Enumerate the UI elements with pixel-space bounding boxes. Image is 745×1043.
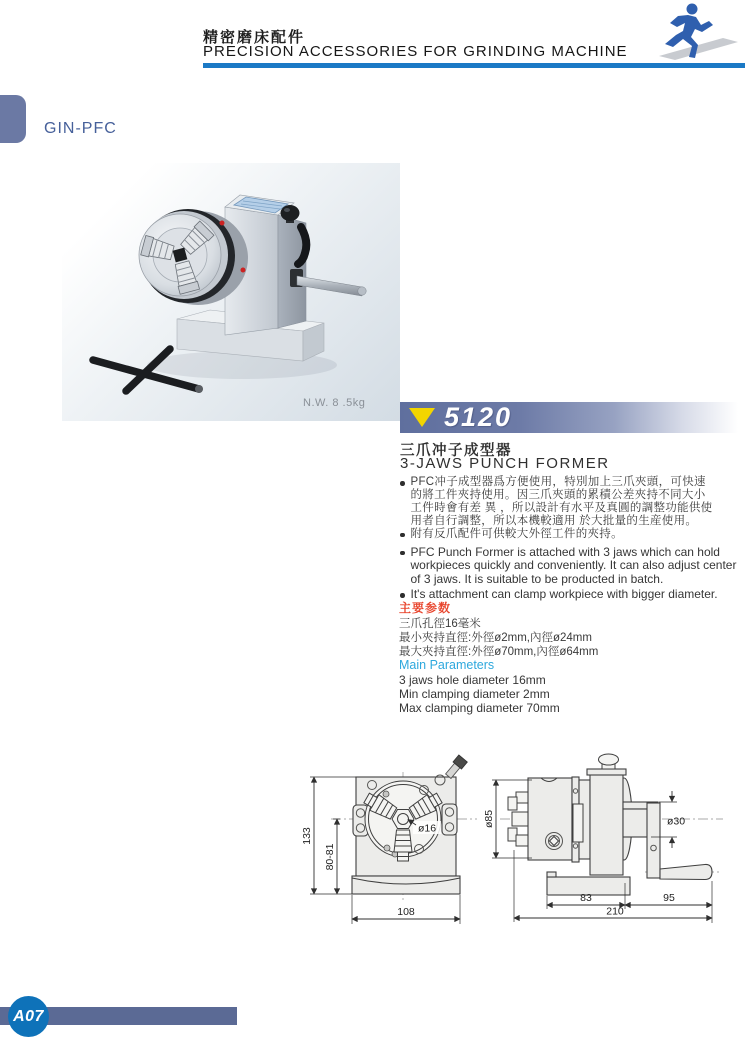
dim-front-height: 133 <box>301 827 313 845</box>
bullet-dot <box>400 533 405 538</box>
bullet-line: of 3 jaws. It is suitable to be producted in batch. <box>410 571 664 586</box>
top-knob <box>281 205 300 221</box>
front-knob <box>444 755 467 780</box>
feature-bullets <box>399 476 745 602</box>
dim-side-chuck-dia: ø85 <box>483 809 495 829</box>
dim-front-bore: ø16 <box>417 822 437 835</box>
dim-side-total: 210 <box>606 905 624 918</box>
red-dot <box>241 268 246 273</box>
header-title-en: PRECISION ACCESSORIES FOR GRINDING MACHINE <box>203 43 628 60</box>
dim-front-width: 108 <box>397 906 415 918</box>
bullet-line: 用者自行調整，所以本機較適用 於大批量的生産使用。 <box>410 514 698 527</box>
handle-rod <box>297 276 362 296</box>
bullet-line: 工件時會有差 異 ，所以設計有水平及真圓的調整功能供使 <box>410 501 713 514</box>
bullet-line: PFC冲子成型器爲方便使用，特別加上三爪夾頭，可快速 <box>410 476 706 488</box>
dim-side-seg-b: 95 <box>663 892 675 904</box>
parameter-line: 最大夾持直徑:外徑ø70mm,內徑ø64mm <box>399 645 599 658</box>
product-name-en: 3-JAWS PUNCH FORMER <box>400 455 610 472</box>
runner-head <box>687 4 698 15</box>
yellow-triangle-icon <box>409 408 435 427</box>
top-knob-highlight <box>284 208 290 212</box>
punch-former-illustration <box>62 163 400 421</box>
dim-front-inner-height: 80-81 <box>324 843 336 871</box>
bullet-line: It's attachment can clamp workpiece with bigger diameter. <box>410 587 718 602</box>
parameters-en <box>399 658 560 716</box>
dim-side-shaft-dia: ø30 <box>666 815 686 828</box>
bullet-dot <box>400 481 405 486</box>
parameter-line: Min clamping diameter 2mm <box>399 686 550 701</box>
technical-drawings <box>285 738 745 953</box>
red-dot <box>220 221 225 226</box>
bullet-dot <box>400 551 405 556</box>
bullet-en-1 <box>399 546 745 587</box>
parameter-line: 3 jaws hole diameter 16mm <box>399 673 546 687</box>
bullet-line: 的將工件夾持使用。因三爪夾頭的累積公差夾持不同大小 <box>410 488 706 501</box>
header-title-cn: 精密磨床配件 <box>203 29 306 46</box>
model-banner <box>400 402 745 433</box>
product-photo <box>62 163 400 421</box>
page-number-badge: A07 <box>8 996 49 1037</box>
parameters-cn-heading: 主要参数 <box>399 601 452 615</box>
parameter-line: 三爪孔徑16毫米 <box>399 618 481 630</box>
bullet-dot <box>400 593 405 598</box>
bullet-cn-2 <box>399 528 745 541</box>
front-view-drawing <box>301 755 477 924</box>
parameter-line: Max clamping diameter 70mm <box>399 700 560 715</box>
parameters-cn <box>399 599 598 660</box>
bullet-line: 附有反爪配件可供較大外徑工件的夾持。 <box>410 527 623 540</box>
series-side-tab <box>0 95 26 143</box>
model-number: 5120 <box>444 402 513 432</box>
runner-logo-icon <box>645 0 745 64</box>
net-weight: N.W. 8 .5kg <box>303 397 366 409</box>
parameter-line: 最小夾持直徑:外徑ø2mm,內徑ø24mm <box>399 631 592 644</box>
series-code: GIN-PFC <box>44 120 117 137</box>
bullet-line: workpieces quickly and conveniently. It can also adjust center <box>410 558 737 573</box>
bullet-cn-1 <box>399 476 745 528</box>
side-view-drawing <box>483 754 723 923</box>
t-wrench-tip <box>195 385 203 393</box>
parameters-en-heading: Main Parameters <box>399 658 495 672</box>
product-name-cn: 三爪冲子成型器 <box>400 443 512 459</box>
handle-rod-end <box>358 287 366 295</box>
bullet-line: PFC Punch Former is attached with 3 jaws which can hold <box>410 544 720 559</box>
dim-side-seg-a: 83 <box>580 892 592 904</box>
